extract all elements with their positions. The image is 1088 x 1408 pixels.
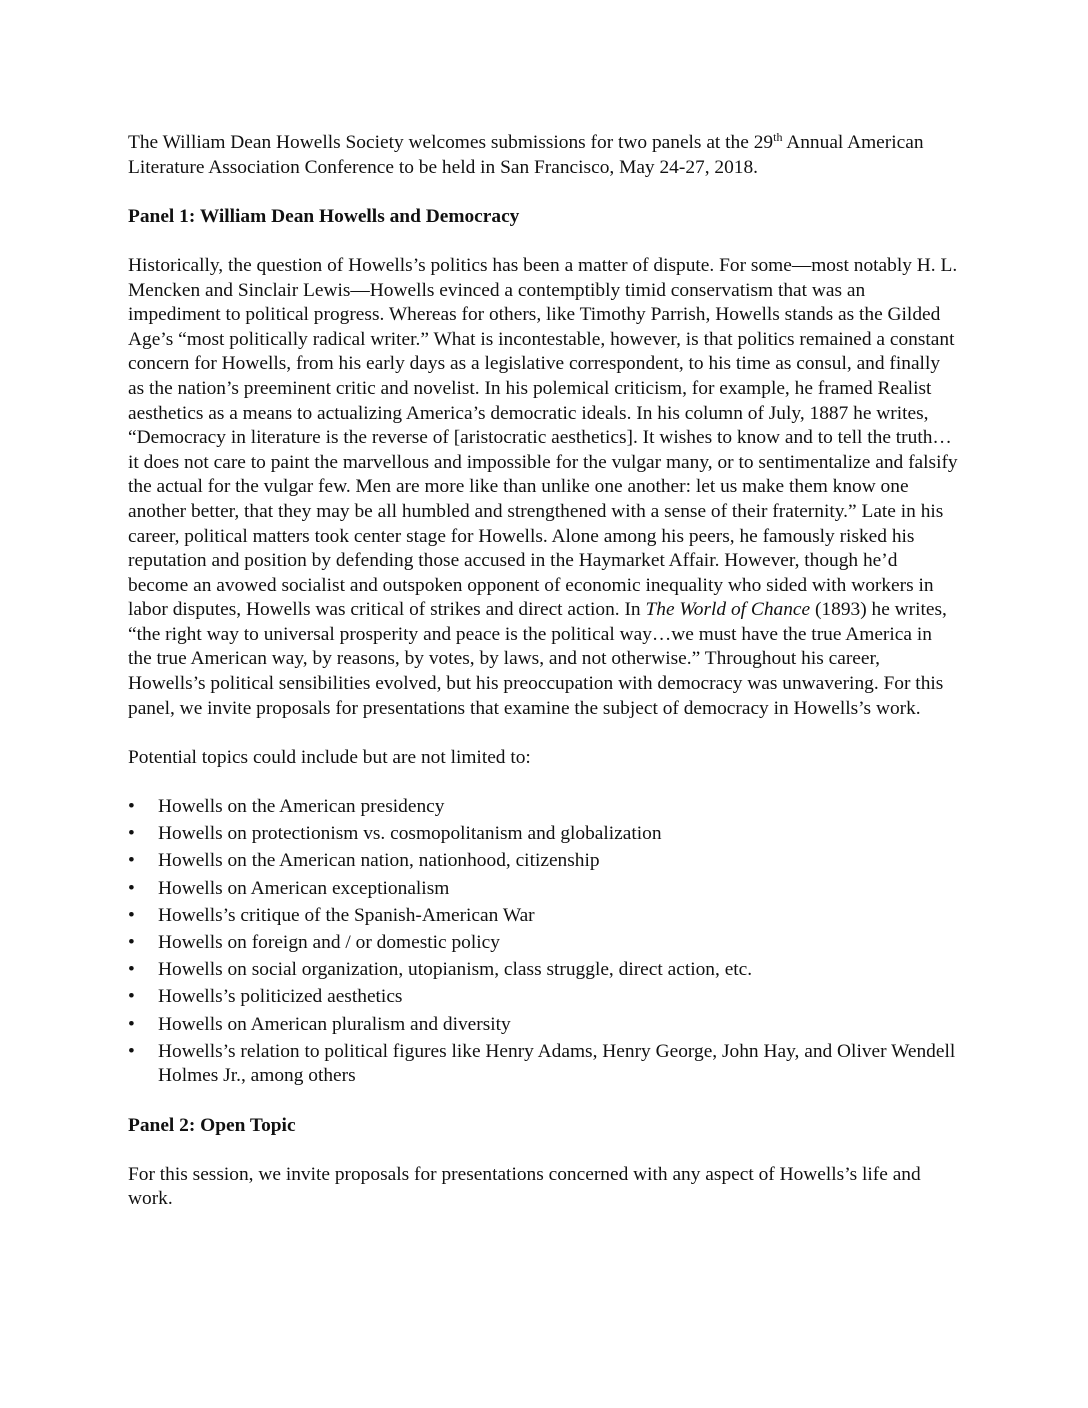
document-page xyxy=(128,131,958,1236)
topic-text: Howells on American pluralism and diversity xyxy=(158,1013,511,1035)
topic-list-item xyxy=(128,1040,958,1089)
bullet-icon: • xyxy=(128,959,135,981)
intro-paragraph xyxy=(128,131,958,180)
topic-text: Howells on social organization, utopianism, class struggle, direct action, etc. xyxy=(158,959,753,981)
topics-intro: Potential topics could include but are not limited to: xyxy=(128,746,531,768)
panel2-heading: Panel 2: Open Topic xyxy=(128,1114,296,1136)
topic-list-item xyxy=(128,904,958,929)
bullet-icon: • xyxy=(128,986,135,1008)
topic-text: Howells on the American presidency xyxy=(158,796,445,818)
topic-text: Howells’s politicized aesthetics xyxy=(158,986,403,1008)
bullet-icon: • xyxy=(128,877,135,899)
topic-text: Howells on American exceptionalism xyxy=(158,877,450,899)
bullet-icon: • xyxy=(128,931,135,953)
bullet-icon: • xyxy=(128,904,135,926)
topic-list-item xyxy=(128,931,958,956)
panel2-body: For this session, we invite proposals for presentations concerned with any aspect of Howells’s life and work. xyxy=(128,1163,921,1210)
topic-list-item xyxy=(128,877,958,902)
topic-list-item xyxy=(128,1013,958,1038)
book-title: The World of Chance xyxy=(645,599,811,621)
bullet-icon: • xyxy=(128,1040,135,1062)
bullet-icon: • xyxy=(128,796,135,818)
bullet-icon: • xyxy=(128,850,135,872)
intro-text-end: Annual American Literature Association Conference to be held in San Francisco, May 24-27, 2018. xyxy=(128,132,924,178)
topic-list-item xyxy=(128,822,958,847)
topic-text: Howells on foreign and / or domestic policy xyxy=(158,931,500,953)
topic-list-item xyxy=(128,849,958,874)
topic-list-item xyxy=(128,958,958,983)
topic-text: Howells on protectionism vs. cosmopolitanism and globalization xyxy=(158,823,662,845)
panel1-body xyxy=(128,254,958,721)
panel1-heading: Panel 1: William Dean Howells and Democracy xyxy=(128,205,520,227)
topic-text: Howells’s relation to political figures like Henry Adams, Henry George, John Hay, and Oliver Wendell Holmes Jr., among others xyxy=(158,1040,956,1087)
topics-list xyxy=(128,795,958,1089)
panel1-body-part2: (1893) he writes, “the right way to universal prosperity and peace is the political way…we must have the true America in the true American way, by reasons, by votes, by laws, and not otherwise.” Throughout his career, Howells’s political sensibilities evolved, but his preoccupation with democracy was unwavering. For this panel, we invite proposals for presentations that examine the subject of democracy in Howells’s work. xyxy=(128,599,947,719)
topic-list-item xyxy=(128,985,958,1010)
bullet-icon: • xyxy=(128,1013,135,1035)
intro-text-start: The William Dean Howells Society welcomes submissions for two panels at the 29 xyxy=(128,132,774,153)
bullet-icon: • xyxy=(128,823,135,845)
topic-text: Howells’s critique of the Spanish-American War xyxy=(158,904,535,926)
topic-text: Howells on the American nation, nationhood, citizenship xyxy=(158,850,600,872)
ordinal-suffix: th xyxy=(773,130,783,144)
panel1-body-part1: Historically, the question of Howells’s politics has been a matter of dispute. For some—most notably H. L. Mencken and Sinclair Lewis—Howells evinced a contemptibly timid conservatism that was an impediment to political progress. Whereas for others, like Timothy Parrish, Howells stands as the Gilded Age’s “most politically radical writer.” What is incontestable, however, is that politics remained a constant concern for Howells, from his early days as a legislative correspondent, to his time as consul, and finally as the nation’s preeminent critic and novelist. In his polemical criticism, for example, he framed Realist aesthetics as a means to actualizing America’s democratic ideals. In his column of July, 1887 he writes, “Democracy in literature is the reverse of [aristocratic aesthetics]. It wishes to know and to tell the truth…it does not care to paint the marvellous and impossible for the vulgar many, or to sentimentalize and falsify the actual for the vulgar few. Men are more like than unlike one another: let us make them know one another better, that they may be all humbled and strengthened with a sense of their fraternity.” Late in his career, political matters took center stage for Howells. Alone among his peers, he famously risked his reputation and position by defending those accused in the Haymarket Affair. However, though he’d become an avowed socialist and outspoken opponent of economic inequality who sided with workers in labor disputes, Howells was critical of strikes and direct action. In xyxy=(128,254,958,621)
topic-list-item xyxy=(128,795,958,820)
